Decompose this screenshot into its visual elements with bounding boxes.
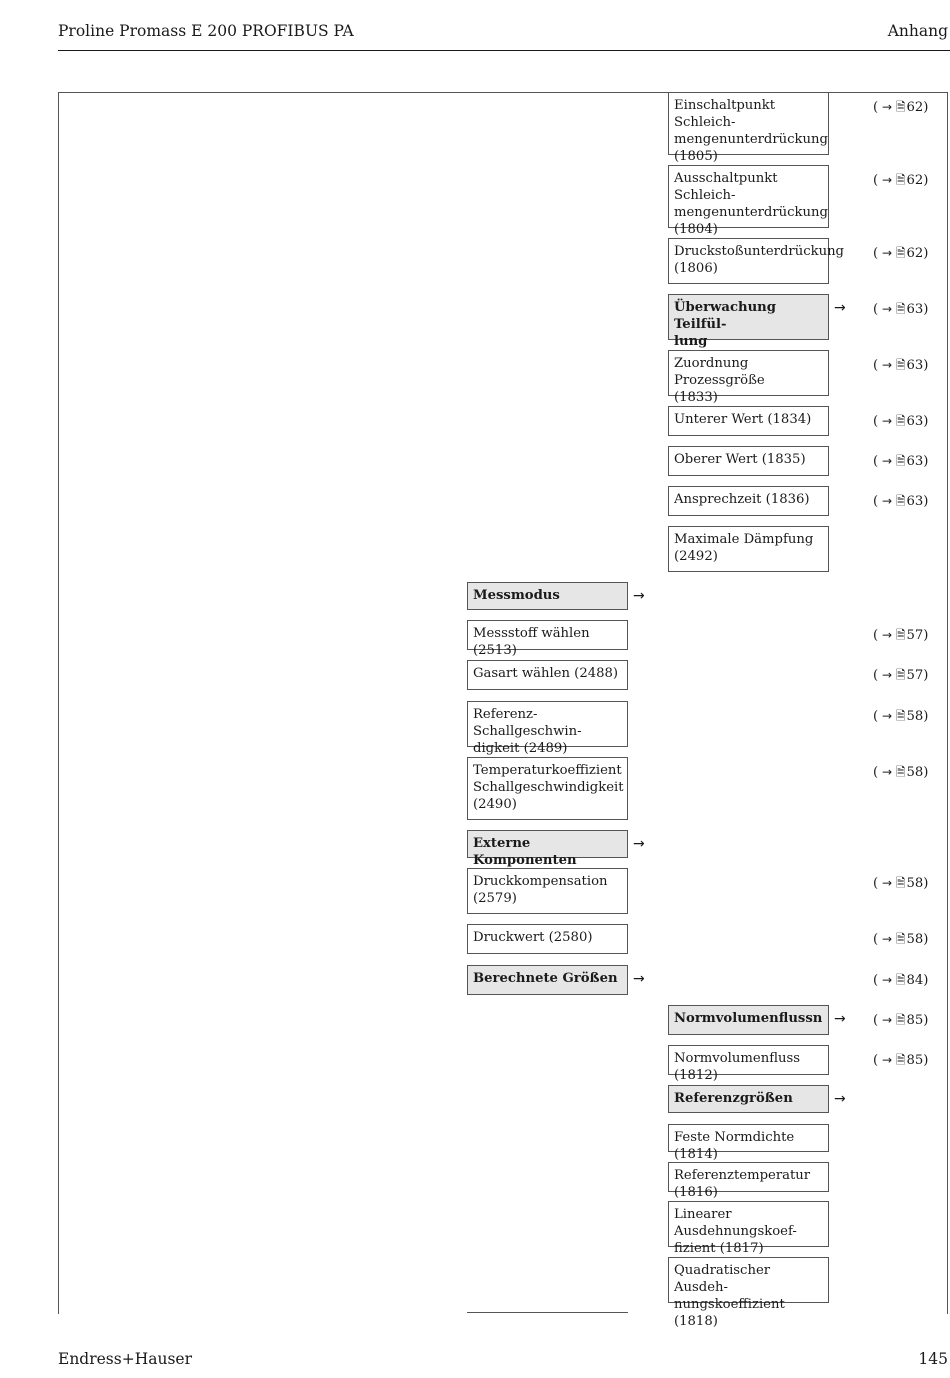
parameter-box-e1818: Quadratischer Ausdeh- nungskoeffizient (1818) [668, 1257, 829, 1303]
ref-open-paren: ( [873, 302, 879, 317]
page-reference [873, 1051, 928, 1072]
ref-open-paren: ( [873, 494, 879, 509]
ref-close-paren: ) [923, 876, 929, 891]
ref-arrow-icon: → [878, 668, 896, 682]
ref-open-paren: ( [873, 765, 879, 780]
ref-page-number: 57 [906, 628, 924, 643]
submenu-arrow-icon: → [633, 836, 645, 852]
document-icon: 🗎 [895, 454, 906, 468]
ref-arrow-icon: → [878, 932, 896, 946]
ref-open-paren: ( [873, 173, 879, 188]
ref-close-paren: ) [923, 668, 929, 683]
ref-open-paren: ( [873, 246, 879, 261]
ref-arrow-icon: → [878, 494, 896, 508]
ref-arrow-icon: → [878, 628, 896, 642]
ref-close-paren: ) [923, 246, 929, 261]
ref-page-number: 58 [906, 932, 924, 947]
ref-close-paren: ) [923, 454, 929, 469]
ref-arrow-icon: → [878, 100, 896, 114]
parameter-box-e1817: Linearer Ausdehnungskoef- fizient (1817) [668, 1201, 829, 1247]
parameter-box-e1834: Unterer Wert (1834) [668, 406, 829, 436]
menu-heading-teilfuell: Überwachung Teilfül- lung [668, 294, 829, 340]
ref-close-paren: ) [923, 494, 929, 509]
page-reference [873, 300, 928, 321]
parameter-box-e1805: Einschaltpunkt Schleich- mengenunterdrückung (1805) [668, 92, 829, 155]
document-icon: 🗎 [895, 668, 906, 682]
ref-close-paren: ) [923, 302, 929, 317]
ref-open-paren: ( [873, 454, 879, 469]
ref-open-paren: ( [873, 668, 879, 683]
submenu-arrow-icon: → [834, 1011, 846, 1027]
ref-close-paren: ) [923, 973, 929, 988]
submenu-arrow-icon: → [834, 300, 846, 316]
ref-open-paren: ( [873, 876, 879, 891]
ref-page-number: 63 [906, 494, 924, 509]
page-reference [873, 452, 928, 473]
page-reference [873, 244, 928, 265]
ref-page-number: 62 [906, 100, 924, 115]
page-reference [873, 971, 928, 992]
ref-arrow-icon: → [878, 876, 896, 890]
document-icon: 🗎 [895, 765, 906, 779]
parameter-box-e1835: Oberer Wert (1835) [668, 446, 829, 476]
document-icon: 🗎 [895, 876, 906, 890]
menu-heading-messmodus: Messmodus [467, 582, 628, 610]
menu-heading-extkomp: Externe Komponenten [467, 830, 628, 858]
page-reference [873, 626, 928, 647]
ref-arrow-icon: → [878, 765, 896, 779]
ref-close-paren: ) [923, 709, 929, 724]
document-icon: 🗎 [895, 494, 906, 508]
ref-open-paren: ( [873, 358, 879, 373]
parameter-box-e2580: Druckwert (2580) [467, 924, 628, 954]
parameter-box-e2490: Temperaturkoeffizient Schallgeschwindigkeit (2490) [467, 757, 628, 820]
ref-open-paren: ( [873, 414, 879, 429]
ref-open-paren: ( [873, 709, 879, 724]
document-icon: 🗎 [895, 173, 906, 187]
page-reference [873, 356, 928, 377]
parameter-box-e1804: Ausschaltpunkt Schleich- mengenunterdrückung (1804) [668, 165, 829, 228]
ref-page-number: 63 [906, 414, 924, 429]
ref-page-number: 58 [906, 876, 924, 891]
parameter-box-e2513: Messstoff wählen (2513) [467, 620, 628, 650]
menu-heading-normvol: Normvolumenflussn [668, 1005, 829, 1035]
page-reference [873, 412, 928, 433]
ref-arrow-icon: → [878, 246, 896, 260]
ref-arrow-icon: → [878, 302, 896, 316]
ref-open-paren: ( [873, 932, 879, 947]
document-icon: 🗎 [895, 302, 906, 316]
ref-close-paren: ) [923, 1053, 929, 1068]
document-icon: 🗎 [895, 709, 906, 723]
document-icon: 🗎 [895, 628, 906, 642]
page-reference [873, 492, 928, 513]
page-reference [873, 930, 928, 951]
ref-open-paren: ( [873, 100, 879, 115]
parameter-box-e1836: Ansprechzeit (1836) [668, 486, 829, 516]
ref-arrow-icon: → [878, 454, 896, 468]
document-icon: 🗎 [895, 1013, 906, 1027]
continued-box-edge [467, 1312, 628, 1313]
header-title: Proline Promass E 200 PROFIBUS PA [58, 22, 354, 40]
ref-arrow-icon: → [878, 973, 896, 987]
page-number: 145 [918, 1350, 948, 1368]
ref-arrow-icon: → [878, 414, 896, 428]
document-icon: 🗎 [895, 246, 906, 260]
ref-page-number: 57 [906, 668, 924, 683]
page-reference [873, 171, 928, 192]
ref-page-number: 63 [906, 454, 924, 469]
header-section: Anhang [887, 22, 948, 40]
ref-close-paren: ) [923, 173, 929, 188]
page-reference [873, 763, 928, 784]
page-reference [873, 874, 928, 895]
ref-page-number: 85 [906, 1013, 924, 1028]
document-icon: 🗎 [895, 100, 906, 114]
ref-close-paren: ) [923, 765, 929, 780]
ref-arrow-icon: → [878, 173, 896, 187]
parameter-box-e2488: Gasart wählen (2488) [467, 660, 628, 690]
ref-page-number: 84 [906, 973, 924, 988]
document-icon: 🗎 [895, 1053, 906, 1067]
ref-page-number: 62 [906, 246, 924, 261]
ref-arrow-icon: → [878, 709, 896, 723]
parameter-box-e2579: Druckkompensation (2579) [467, 868, 628, 914]
ref-arrow-icon: → [878, 1013, 896, 1027]
ref-page-number: 58 [906, 765, 924, 780]
document-icon: 🗎 [895, 358, 906, 372]
ref-open-paren: ( [873, 1013, 879, 1028]
page-reference [873, 707, 928, 728]
ref-page-number: 85 [906, 1053, 924, 1068]
parameter-box-e1806: Druckstoßunterdrückung (1806) [668, 238, 829, 284]
page-reference [873, 666, 928, 687]
menu-heading-refgroessen: Referenzgrößen [668, 1085, 829, 1113]
ref-page-number: 62 [906, 173, 924, 188]
submenu-arrow-icon: → [633, 588, 645, 604]
menu-heading-berechnet: Berechnete Größen [467, 965, 628, 995]
document-icon: 🗎 [895, 932, 906, 946]
parameter-box-e1816: Referenztemperatur (1816) [668, 1162, 829, 1192]
ref-open-paren: ( [873, 1053, 879, 1068]
parameter-box-e2492: Maximale Dämpfung (2492) [668, 526, 829, 572]
ref-close-paren: ) [923, 358, 929, 373]
parameter-box-e1812: Normvolumenfluss (1812) [668, 1045, 829, 1075]
parameter-box-e1833: Zuordnung Prozessgröße (1833) [668, 350, 829, 396]
ref-arrow-icon: → [878, 1053, 896, 1067]
ref-page-number: 63 [906, 358, 924, 373]
ref-page-number: 58 [906, 709, 924, 724]
ref-arrow-icon: → [878, 358, 896, 372]
ref-close-paren: ) [923, 1013, 929, 1028]
footer-brand: Endress+Hauser [58, 1350, 192, 1368]
document-icon: 🗎 [895, 414, 906, 428]
ref-open-paren: ( [873, 973, 879, 988]
ref-page-number: 63 [906, 302, 924, 317]
ref-close-paren: ) [923, 100, 929, 115]
document-icon: 🗎 [895, 973, 906, 987]
parameter-box-e1814: Feste Normdichte (1814) [668, 1124, 829, 1152]
header-rule [58, 50, 950, 51]
page-reference [873, 1011, 928, 1032]
submenu-arrow-icon: → [834, 1091, 846, 1107]
ref-open-paren: ( [873, 628, 879, 643]
ref-close-paren: ) [923, 414, 929, 429]
page-reference [873, 98, 928, 119]
ref-close-paren: ) [923, 628, 929, 643]
parameter-box-e2489: Referenz-Schallgeschwin- digkeit (2489) [467, 701, 628, 747]
submenu-arrow-icon: → [633, 971, 645, 987]
ref-close-paren: ) [923, 932, 929, 947]
